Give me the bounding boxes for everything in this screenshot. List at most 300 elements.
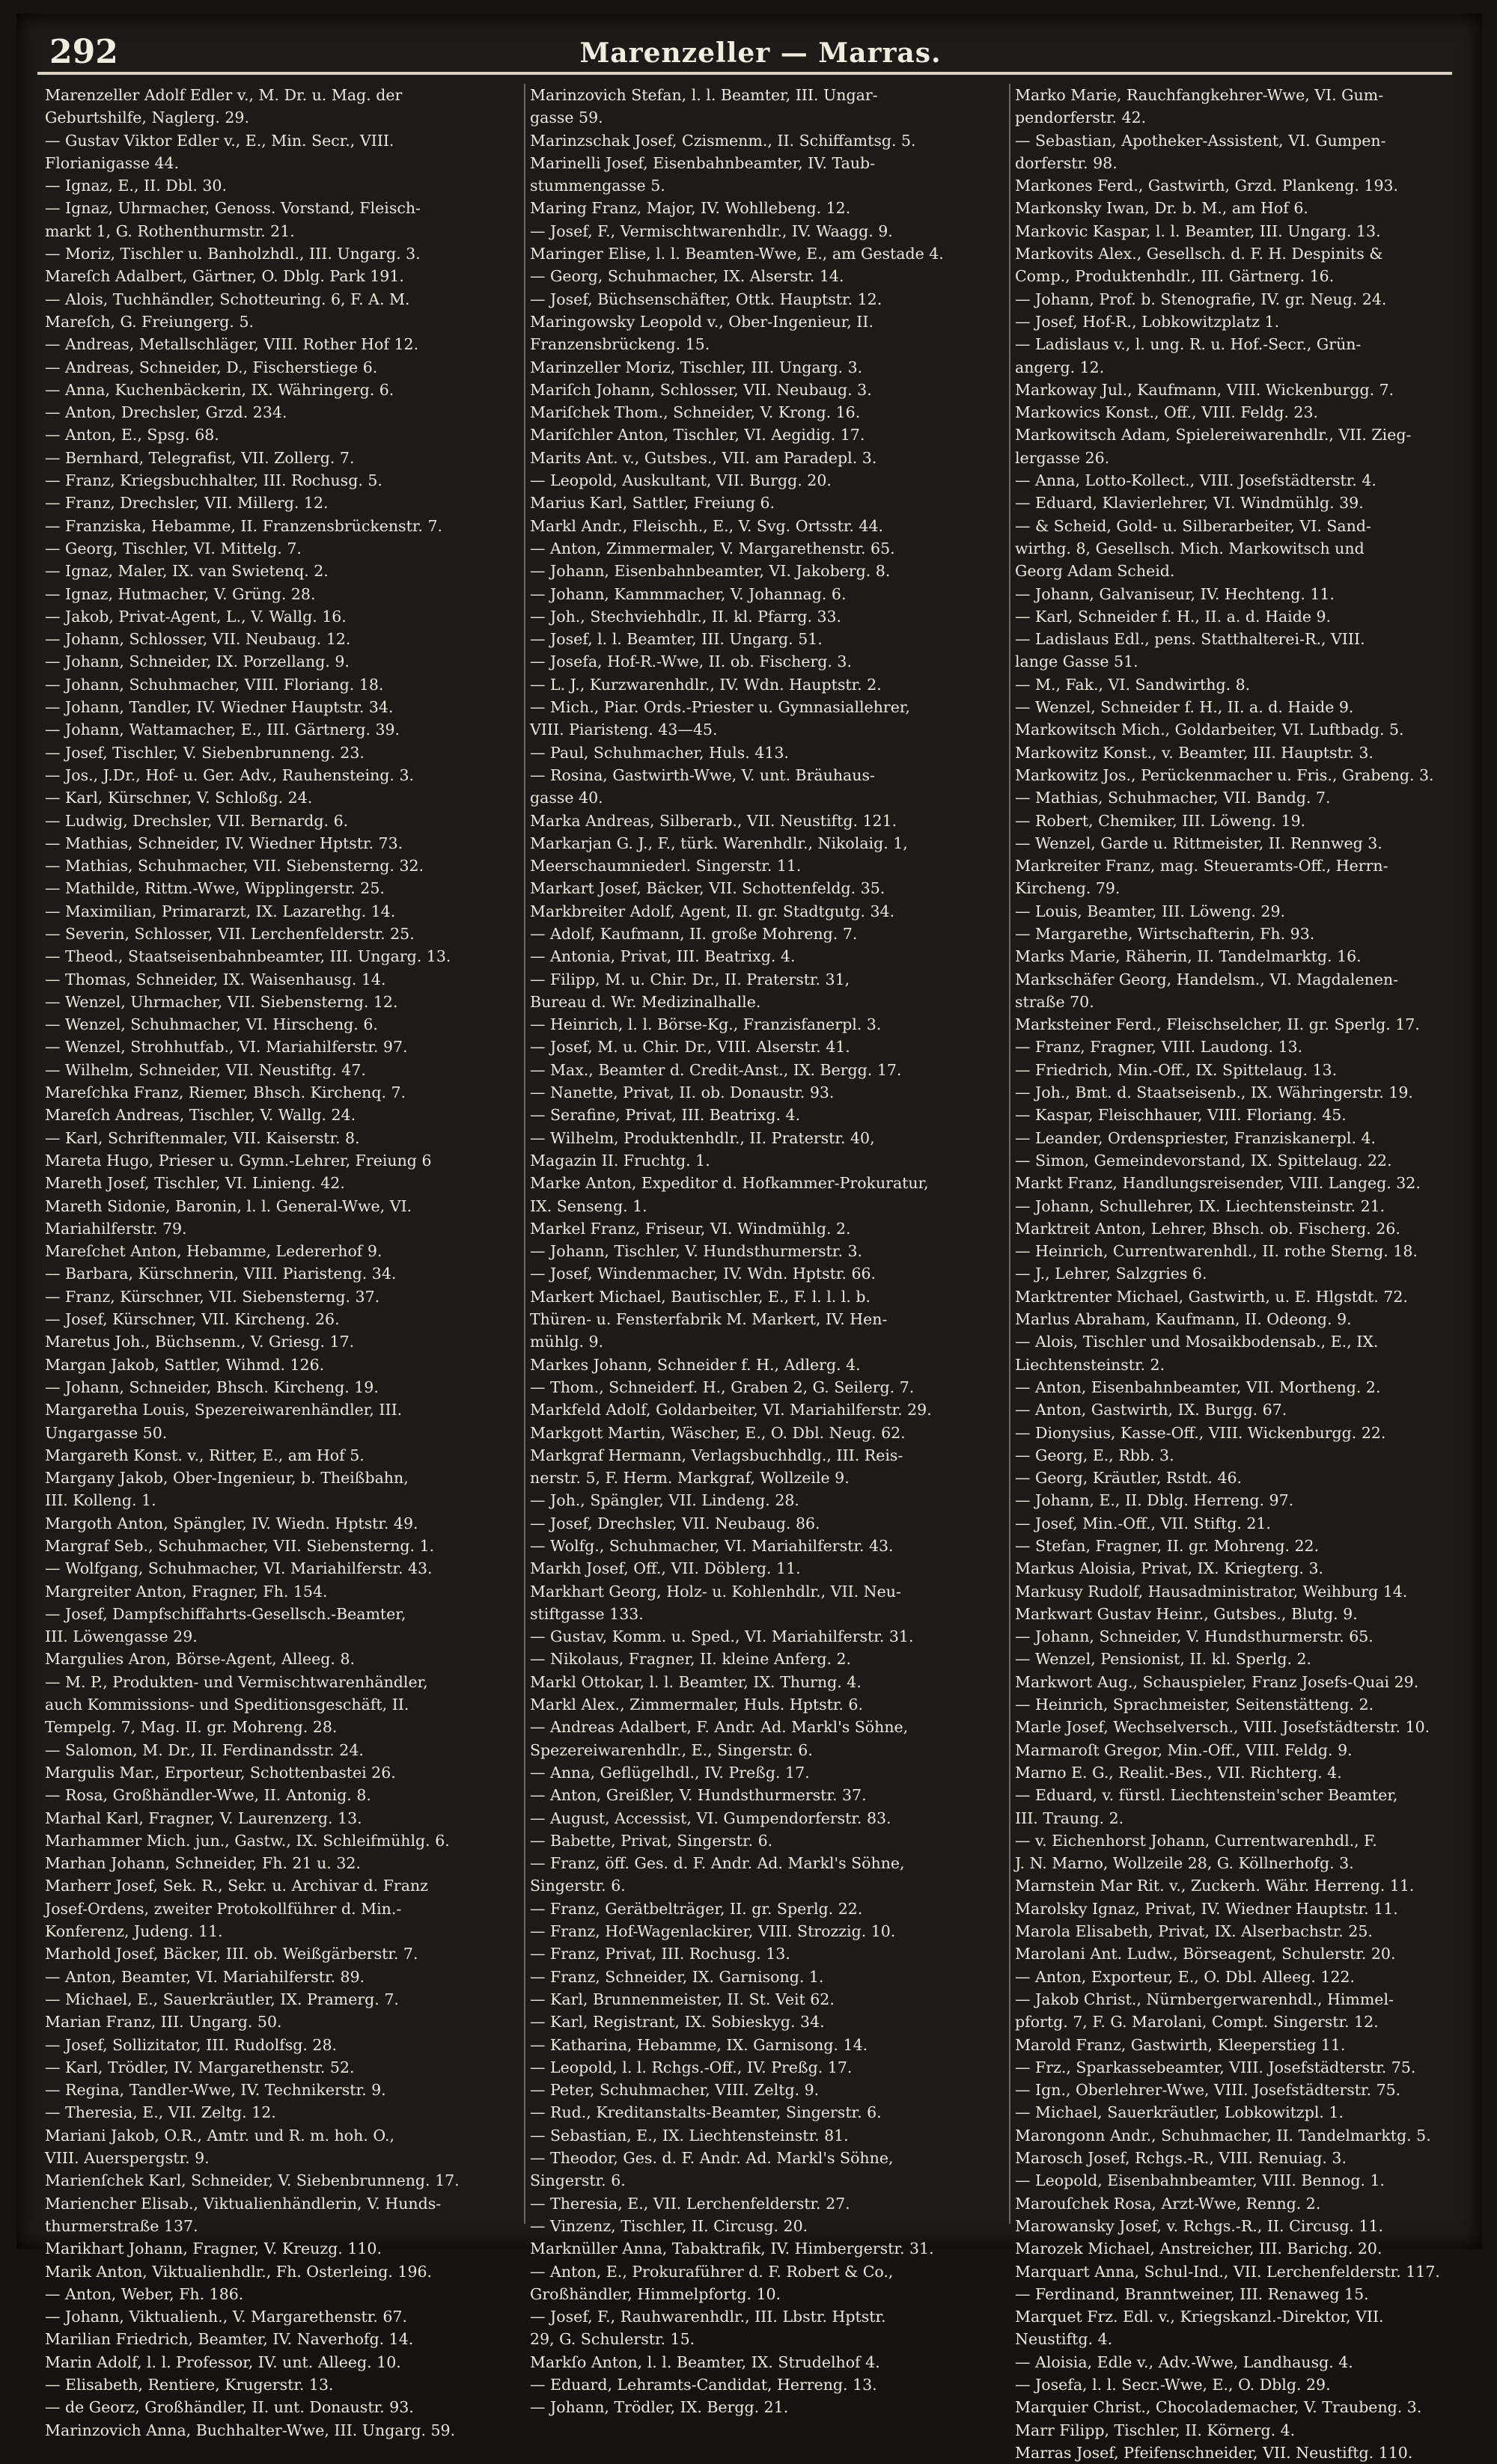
directory-entry-line: Marka Andreas, Silberarb., VII. Neustiftg. 121. <box>530 811 897 830</box>
directory-entry-line: — Andreas, Metallschläger, VIII. Rother Hof 12. <box>45 335 419 354</box>
directory-entry-line: Markl Ottokar, l. l. Beamter, IX. Thurng. 4. <box>530 1672 862 1691</box>
directory-entry-line: — Wenzel, Schneider f. H., II. a. d. Haide 9. <box>1015 698 1354 717</box>
directory-entry-line: — Alois, Tischler und Mosaikbodensab., E., IX. <box>1015 1333 1379 1351</box>
directory-entry-line: Marinelli Josef, Eisenbahnbeamter, IV. Taub- <box>530 153 876 172</box>
directory-entry-line: — Alois, Tuchhändler, Schotteuring. 6, F. A. M. <box>45 290 410 308</box>
directory-entry-line: Marhold Josef, Bäcker, III. ob. Weißgärberstr. 7. <box>45 1945 418 1963</box>
directory-entry-line: — Franz, Gerätbelträger, II. gr. Sperlg. 22. <box>530 1899 863 1918</box>
directory-entry-line: — Karl, Schneider f. H., II. a. d. Haide 9. <box>1015 607 1332 626</box>
directory-entry-line: — Rud., Kreditanstalts-Beamter, Singerstr. 6. <box>530 2103 882 2122</box>
directory-column-2 <box>530 84 1001 2417</box>
directory-entry-line: III. Traung. 2. <box>1015 1809 1124 1827</box>
directory-entry-line: — Bernhard, Telegrafist, VII. Zollerg. 7. <box>45 448 355 467</box>
directory-entry-line: — Jos., J.Dr., Hof- u. Ger. Adv., Rauhensteing. 3. <box>45 765 415 784</box>
directory-entry-line: Margulis Mar., Erporteur, Schottenbastei 26. <box>45 1763 396 1782</box>
directory-entry-line: Marquet Frz. Edl. v., Kriegskanzl.-Direktor, VII. <box>1015 2308 1384 2326</box>
directory-entry-line: Meerschaumniederl. Singerstr. 11. <box>530 857 802 875</box>
directory-entry-line: — Josef, Drechsler, VII. Neubaug. 86. <box>530 1514 820 1532</box>
directory-entry-line: — Friedrich, Min.-Off., IX. Spittelaug. 13. <box>1015 1060 1338 1079</box>
directory-entry-line: Magazin II. Fruchtg. 1. <box>530 1151 710 1170</box>
directory-entry-line: Markh Josef, Off., VII. Döblerg. 11. <box>530 1559 801 1578</box>
directory-entry-line: — Josef, F., Vermischtwarenhdlr., IV. Waagg. 9. <box>530 221 893 240</box>
directory-entry-line: — Ladislaus v., l. ung. R. u. Hof.-Secr., Grün- <box>1015 335 1362 354</box>
directory-entry-line: Liechtensteinstr. 2. <box>1015 1355 1165 1374</box>
directory-entry-line: — Josef, F., Rauhwarenhdlr., III. Lbstr. Hptstr. <box>530 2308 886 2326</box>
directory-entry-line: Marinzeller Moriz, Tischler, III. Ungarg. 3. <box>530 358 863 376</box>
directory-entry-line: Marherr Josef, Sek. R., Sekr. u. Archivar d. Franz <box>45 1877 428 1895</box>
directory-entry-line: — Max., Beamter d. Credit-Anst., IX. Bergg. 17. <box>530 1060 902 1079</box>
directory-entry-line: Marhammer Mich. jun., Gastw., IX. Schleifmühlg. 6. <box>45 1831 450 1850</box>
directory-entry-line: — Eduard, v. fürstl. Liechtenstein'scher Beamter, <box>1015 1786 1398 1805</box>
directory-entry-line: — Anton, E., Prokuraführer d. F. Robert & Co., <box>530 2262 894 2281</box>
directory-entry-line: Markovits Alex., Gesellsch. d. F. H. Despinits & <box>1015 245 1383 263</box>
directory-entry-line: — Joh., Stechviehhdlr., II. kl. Pfarrg. 33. <box>530 607 842 626</box>
directory-entry-line: Markowitsch Adam, Spielereiwarenhdlr., VII. Zieg- <box>1015 426 1412 444</box>
directory-entry-line: Markbreiter Adolf, Agent, II. gr. Stadtgutg. 34. <box>530 902 895 920</box>
directory-entry-line: — Ladislaus Edl., pens. Statthalterei-R., VIII. <box>1015 630 1365 649</box>
directory-entry-line: — Karl, Brunnenmeister, II. St. Veit 62. <box>530 1990 835 2008</box>
directory-entry-line: straße 70. <box>1015 992 1094 1011</box>
directory-entry-line: — Johann, Wattamacher, E., III. Gärtnerg. 39. <box>45 721 400 739</box>
directory-entry-line: — Johann, Galvaniseur, IV. Hechteng. 11. <box>1015 584 1335 603</box>
directory-entry-line: J. N. Marno, Wollzeile 28, G. Köllnerhofg. 3. <box>1015 1854 1354 1873</box>
directory-entry-line: Maringowsky Leopold v., Ober-Ingenieur, II. <box>530 312 873 331</box>
directory-entry-line: Marle Josef, Wechselversch., VIII. Josefstädterstr. 10. <box>1015 1718 1430 1737</box>
directory-entry-line: — Katharina, Hebamme, IX. Garnisong. 14. <box>530 2035 868 2054</box>
directory-entry-line: Konferenz, Judeng. 11. <box>45 1922 223 1941</box>
header-rule <box>37 72 1452 75</box>
directory-entry-line: Mariſchler Anton, Tischler, VI. Aegidig. 17. <box>530 426 865 444</box>
directory-entry-line: — Johann, Schullehrer, IX. Liechtensteinstr. 21. <box>1015 1196 1385 1215</box>
directory-entry-line: — Johann, Kammmacher, V. Johannag. 6. <box>530 584 847 603</box>
directory-entry-line: — Margarethe, Wirtschafterin, Fh. 93. <box>1015 924 1315 943</box>
directory-entry-line: — Eduard, Klavierlehrer, VI. Windmühlg. 39. <box>1015 494 1364 513</box>
directory-entry-line: — Johann, Schneider, IX. Porzellang. 9. <box>45 652 350 671</box>
directory-entry-line: — Josef, Sollizitator, III. Rudolfsg. 28. <box>45 2035 338 2054</box>
directory-entry-line: — Stefan, Fragner, II. gr. Mohreng. 22. <box>1015 1537 1320 1555</box>
directory-entry-line: — Kaspar, Fleischhauer, VIII. Floriang. 45. <box>1015 1106 1347 1125</box>
directory-entry-line: angerg. 12. <box>1015 358 1105 376</box>
directory-entry-line: — Andreas Adalbert, F. Andr. Ad. Markl's Söhne, <box>530 1718 909 1737</box>
directory-entry-line: Markgraf Hermann, Verlagsbuchhdlg., III. Reis- <box>530 1446 903 1464</box>
directory-entry-line: Markhart Georg, Holz- u. Kohlenhdlr., VII. Neu- <box>530 1582 901 1601</box>
directory-entry-line: Florianigasse 44. <box>45 153 180 172</box>
directory-entry-line: Marknüller Anna, Tabaktrafik, IV. Himbergerstr. 31. <box>530 2240 934 2258</box>
directory-entry-line: — Josef, Büchsenschäfter, Ottk. Hauptstr. 12. <box>530 290 882 308</box>
directory-entry-line: — Franz, öff. Ges. d. F. Andr. Ad. Markl's Söhne, <box>530 1854 905 1873</box>
directory-entry-line: — Mathias, Schuhmacher, VII. Siebensterng. 32. <box>45 857 424 875</box>
directory-entry-line: — Leopold, Auskultant, VII. Burgg. 20. <box>530 471 832 490</box>
directory-entry-line: Mareth Sidonie, Baronin, l. l. General-Wwe, VI. <box>45 1196 412 1215</box>
directory-entry-line: Marongonn Andr., Schuhmacher, II. Tandelmarktg. 5. <box>1015 2126 1431 2144</box>
directory-entry-line: Bureau d. Wr. Medizinalhalle. <box>530 992 761 1011</box>
page-number: 292 <box>49 33 118 71</box>
directory-entry-line: Markovic Kaspar, l. l. Beamter, III. Ungarg. 13. <box>1015 221 1381 240</box>
directory-entry-line: Marinzschak Josef, Czismenm., II. Schiffamtsg. 5. <box>530 131 916 150</box>
directory-entry-line: Mariani Jakob, O.R., Amtr. und R. m. hoh. O., <box>45 2126 394 2144</box>
directory-entry-line: — Josef, l. l. Beamter, III. Ungarg. 51. <box>530 630 823 649</box>
directory-entry-line: — Elisabeth, Rentiere, Krugerstr. 13. <box>45 2375 334 2394</box>
directory-entry-line: stiftgasse 133. <box>530 1604 644 1623</box>
directory-entry-line: Marius Karl, Sattler, Freiung 6. <box>530 494 775 513</box>
directory-entry-line: — Johann, Schuhmacher, VIII. Floriang. 18. <box>45 675 384 694</box>
directory-entry-line: Mareſch Adalbert, Gärtner, O. Dblg. Park 191. <box>45 267 404 286</box>
directory-entry-line: — Thom., Schneiderf. H., Graben 2, G. Seilerg. 7. <box>530 1378 915 1396</box>
directory-entry-line: — Anton, Eisenbahnbeamter, VII. Mortheng. 2. <box>1015 1378 1381 1396</box>
directory-entry-line: — Leopold, Eisenbahnbeamter, VIII. Bennog. 1. <box>1015 2171 1385 2190</box>
directory-entry-line: — Josef, Dampfschiffahrts-Gesellsch.-Beamter, <box>45 1604 406 1623</box>
directory-entry-line: Marmaroſt Gregor, Min.-Off., VIII. Feldg. 9. <box>1015 1740 1353 1759</box>
directory-entry-line: — Joh., Spängler, VII. Lindeng. 28. <box>530 1491 799 1510</box>
directory-entry-line: — Jakob Christ., Nürnbergerwarenhdl., Himmel- <box>1015 1990 1394 2008</box>
directory-entry-line: Marilian Friedrich, Beamter, IV. Naverhofg. 14. <box>45 2330 414 2349</box>
directory-entry-line: — Babette, Privat, Singerstr. 6. <box>530 1831 773 1850</box>
directory-entry-line: — Josef, M. u. Chir. Dr., VIII. Alserstr. 41. <box>530 1038 850 1057</box>
directory-entry-line: Markowitsch Mich., Goldarbeiter, VI. Luftbadg. 5. <box>1015 721 1404 739</box>
directory-entry-line: Singerstr. 6. <box>530 2171 626 2190</box>
directory-entry-line: — Wenzel, Schuhmacher, VI. Hirscheng. 6. <box>45 1015 378 1034</box>
directory-entry-line: — Michael, Sauerkräutler, Lobkowitzpl. 1. <box>1015 2103 1344 2122</box>
directory-entry-line: — Karl, Registrant, IX. Sobieskyg. 34. <box>530 2013 825 2032</box>
directory-entry-line: — Johann, Viktualienh., V. Margarethenstr. 67. <box>45 2308 407 2326</box>
directory-entry-line: — Karl, Kürschner, V. Schloßg. 24. <box>45 789 313 807</box>
directory-entry-line: — Karl, Schriftenmaler, VII. Kaiserstr. 8. <box>45 1128 360 1147</box>
directory-entry-line: — Theodor, Ges. d. F. Andr. Ad. Markl's Söhne, <box>530 2149 894 2168</box>
directory-entry-line: — Franz, Drechsler, VII. Millerg. 12. <box>45 494 329 513</box>
directory-entry-line: — Mathias, Schneider, IV. Wiedner Hptstr. 73. <box>45 834 403 852</box>
directory-entry-line: Marikhart Johann, Fragner, V. Kreuzg. 110. <box>45 2240 382 2258</box>
directory-entry-line: — Vinzenz, Tischler, II. Circusg. 20. <box>530 2216 808 2235</box>
directory-entry-line: — Johann, Eisenbahnbeamter, VI. Jakoberg. 8. <box>530 562 891 581</box>
directory-entry-line: Markowitz Konst., v. Beamter, III. Hauptstr. 3. <box>1015 743 1373 762</box>
directory-entry-line: IX. Senseng. 1. <box>530 1196 647 1215</box>
directory-entry-line: — Sebastian, Apotheker-Assistent, VI. Gumpen- <box>1015 131 1386 150</box>
directory-entry-line: Tempelg. 7, Mag. II. gr. Mohreng. 28. <box>45 1718 338 1737</box>
directory-entry-line: Mareta Hugo, Prieser u. Gymn.-Lehrer, Freiung 6 <box>45 1151 432 1170</box>
directory-entry-line: — Wolfg., Schuhmacher, VI. Mariahilferstr. 43. <box>530 1537 894 1555</box>
column-divider <box>524 84 525 2224</box>
directory-entry-line: nerstr. 5, F. Herm. Markgraf, Wollzeile 9. <box>530 1469 850 1488</box>
directory-entry-line: Mareth Josef, Tischler, VI. Linieng. 42. <box>45 1174 345 1193</box>
directory-entry-line: — Anton, Gastwirth, IX. Burgg. 67. <box>1015 1401 1287 1419</box>
directory-entry-line: — Anton, E., Spsg. 68. <box>45 426 219 444</box>
directory-entry-line: Mareſchka Franz, Riemer, Bhsch. Kirchenq. 7. <box>45 1083 406 1102</box>
directory-entry-line: — Eduard, Lehramts-Candidat, Herreng. 13. <box>530 2375 877 2394</box>
directory-column-3 <box>1015 84 1487 2462</box>
directory-entry-line: — Paul, Schuhmacher, Huls. 413. <box>530 743 789 762</box>
directory-entry-line: Marold Franz, Gastwirth, Kleeperstieg 11. <box>1015 2035 1346 2054</box>
directory-entry-line: Spezereiwarenhdlr., E., Singerstr. 6. <box>530 1740 813 1759</box>
directory-entry-line: Markoway Jul., Kaufmann, VIII. Wickenburgg. 7. <box>1015 380 1394 399</box>
directory-entry-line: — Mathias, Schuhmacher, VII. Bandg. 7. <box>1015 789 1331 807</box>
directory-entry-line: Kircheng. 79. <box>1015 879 1121 898</box>
directory-entry-line: — Frz., Sparkassebeamter, VIII. Josefstädterstr. 75. <box>1015 2058 1416 2076</box>
directory-entry-line: — Thomas, Schneider, IX. Waisenhausg. 14. <box>45 970 386 988</box>
directory-entry-line: lergasse 26. <box>1015 448 1110 467</box>
directory-entry-line: Markonsky Iwan, Dr. b. M., am Hof 6. <box>1015 199 1308 218</box>
directory-entry-line: Markes Johann, Schneider f. H., Adlerg. 4. <box>530 1355 861 1374</box>
directory-entry-line: — Georg, E., Rbb. 3. <box>1015 1446 1174 1464</box>
directory-entry-line: — Robert, Chemiker, III. Löweng. 19. <box>1015 811 1306 830</box>
directory-entry-line: — M. P., Produkten- und Vermischtwarenhändler, <box>45 1672 428 1691</box>
directory-entry-line: — Mich., Piar. Ords.-Priester u. Gymnasiallehrer, <box>530 698 910 717</box>
directory-entry-line: — Anna, Geflügelhdl., IV. Preßg. 17. <box>530 1763 810 1782</box>
directory-entry-line: markt 1, G. Rothenthurmstr. 21. <box>45 221 295 240</box>
directory-entry-line: Markowitz Jos., Perückenmacher u. Fris., Grabeng. 3. <box>1015 765 1434 784</box>
directory-entry-line: Marosch Josef, Rchgs.-R., VIII. Renuiag. 3. <box>1015 2149 1347 2168</box>
directory-entry-line: — L. J., Kurzwarenhdlr., IV. Wdn. Hauptstr. 2. <box>530 675 882 694</box>
directory-entry-line: — Wenzel, Uhrmacher, VII. Siebensterng. 12. <box>45 992 398 1011</box>
directory-entry-line: — Jakob, Privat-Agent, L., V. Wallg. 16. <box>45 607 347 626</box>
directory-entry-line: Marouſchek Rosa, Arzt-Wwe, Renng. 2. <box>1015 2194 1321 2213</box>
directory-entry-line: Mareſch, G. Freiungerg. 5. <box>45 312 254 331</box>
directory-entry-line: Markreiter Franz, mag. Steueramts-Off., Herrn- <box>1015 857 1388 875</box>
directory-entry-line: — Mathilde, Rittm.-Wwe, Wipplingerstr. 25. <box>45 879 385 898</box>
directory-entry-line: Marquier Christ., Chocolademacher, V. Traubeng. 3. <box>1015 2398 1422 2417</box>
directory-entry-line: Marko Marie, Rauchfangkehrer-Wwe, VI. Gum- <box>1015 86 1384 104</box>
directory-entry-line: — Franz, Privat, III. Rochusg. 13. <box>530 1945 790 1963</box>
page-header <box>49 33 1472 78</box>
directory-entry-line: — Anton, Exporteur, E., O. Dbl. Alleeg. 122. <box>1015 1967 1356 1986</box>
directory-entry-line: Marian Franz, III. Ungarg. 50. <box>45 2013 282 2032</box>
directory-entry-line: stummengasse 5. <box>530 177 665 195</box>
directory-entry-line: — Johann, Prof. b. Stenografie, IV. gr. Neug. 24. <box>1015 290 1387 308</box>
directory-entry-line: Markl Alex., Zimmermaler, Huls. Hptstr. 6. <box>530 1696 863 1714</box>
directory-entry-line: — J., Lehrer, Salzgries 6. <box>1015 1265 1207 1283</box>
directory-entry-line: — M., Fak., VI. Sandwirthg. 8. <box>1015 675 1251 694</box>
directory-entry-line: — Simon, Gemeindevorstand, IX. Spittelaug. 22. <box>1015 1151 1392 1170</box>
directory-entry-line: — Sebastian, E., IX. Liechtensteinstr. 81. <box>530 2126 849 2144</box>
directory-entry-line: Markwart Gustav Heinr., Gutsbes., Blutg. 9. <box>1015 1604 1358 1623</box>
directory-entry-line: mühlg. 9. <box>530 1333 604 1351</box>
directory-entry-line: — Josef, Kürschner, VII. Kircheng. 26. <box>45 1310 340 1329</box>
directory-entry-line: Georg Adam Scheid. <box>1015 562 1175 581</box>
directory-entry-line: Markgott Martin, Wäscher, E., O. Dbl. Neug. 62. <box>530 1423 906 1442</box>
directory-entry-line: — Heinrich, Sprachmeister, Seitenstätteng. 2. <box>1015 1696 1374 1714</box>
directory-entry-line: gasse 59. <box>530 108 603 127</box>
directory-entry-line: — Georg, Kräutler, Rstdt. 46. <box>1015 1469 1243 1488</box>
directory-entry-line: — Leander, Ordenspriester, Franziskanerpl. 4. <box>1015 1128 1376 1147</box>
directory-entry-line: Marktrenter Michael, Gastwirth, u. E. Hlgstdt. 72. <box>1015 1287 1408 1306</box>
directory-entry-line: Marquart Anna, Schul-Ind., VII. Lerchenfelderstr. 117. <box>1015 2262 1440 2281</box>
directory-entry-line: Margraf Seb., Schuhmacher, VII. Siebensterng. 1. <box>45 1537 435 1555</box>
directory-entry-line: VIII. Piaristeng. 43—45. <box>530 721 718 739</box>
directory-entry-line: — Franz, Kriegsbuchhalter, III. Rochusg. 5. <box>45 471 382 490</box>
directory-entry-line: — Salomon, M. Dr., II. Ferdinandsstr. 24. <box>45 1740 364 1759</box>
directory-entry-line: Maring Franz, Major, IV. Wohllebeng. 12. <box>530 199 851 218</box>
directory-entry-line: — Ferdinand, Branntweiner, III. Renaweg 15. <box>1015 2284 1369 2303</box>
directory-entry-line: Marolsky Ignaz, Privat, IV. Wiedner Hauptstr. 11. <box>1015 1899 1398 1918</box>
directory-entry-line: Großhändler, Himmelpfortg. 10. <box>530 2284 781 2303</box>
directory-entry-line: Mariſch Johann, Schlosser, VII. Neubaug. 3. <box>530 380 872 399</box>
directory-entry-line: — Ludwig, Drechsler, VII. Bernardg. 6. <box>45 811 349 830</box>
directory-entry-line: Marolani Ant. Ludw., Börseagent, Schulerstr. 20. <box>1015 1945 1396 1963</box>
directory-entry-line: — Maximilian, Primararzt, IX. Lazarethg. 14. <box>45 902 396 920</box>
directory-entry-line: Singerstr. 6. <box>530 1877 626 1895</box>
directory-entry-line: — Ignaz, Uhrmacher, Genoss. Vorstand, Fleisch- <box>45 199 421 218</box>
directory-entry-line: Markus Aloisia, Privat, IX. Kriegterg. 3. <box>1015 1559 1324 1578</box>
directory-entry-line: Markarjan G. J., F., türk. Warenhdlr., Nikolaig. 1, <box>530 834 908 852</box>
directory-entry-line: — Johann, Schlosser, VII. Neubaug. 12. <box>45 630 351 649</box>
directory-entry-line: Markert Michael, Bautischler, E., F. l. l. l. b. <box>530 1287 871 1306</box>
directory-entry-line: Josef-Ordens, zweiter Protokollführer d. Min.- <box>45 1899 402 1918</box>
directory-entry-line: — Franz, Schneider, IX. Garnisong. 1. <box>530 1967 824 1986</box>
directory-entry-line: Mariahilferstr. 79. <box>45 1219 187 1238</box>
directory-entry-line: — Anton, Beamter, VI. Mariahilferstr. 89. <box>45 1967 365 1986</box>
directory-entry-line: Maringer Elise, l. l. Beamten-Wwe, E., am Gestade 4. <box>530 245 944 263</box>
directory-entry-line: — Filipp, M. u. Chir. Dr., II. Praterstr. 31, <box>530 970 850 988</box>
directory-entry-line: Margany Jakob, Ober-Ingenieur, b. Theißbahn, <box>45 1469 409 1488</box>
directory-entry-line: Margan Jakob, Sattler, Wihmd. 126. <box>45 1355 325 1374</box>
directory-entry-line: Margreiter Anton, Fragner, Fh. 154. <box>45 1582 328 1601</box>
directory-entry-line: Mareſchet Anton, Hebamme, Ledererhof 9. <box>45 1242 382 1261</box>
directory-entry-line: — Moriz, Tischler u. Banholzhdl., III. Ungarg. 3. <box>45 245 421 263</box>
directory-entry-line: Margaretha Louis, Spezereiwarenhändler, III. <box>45 1401 403 1419</box>
directory-entry-line: — Louis, Beamter, III. Löweng. 29. <box>1015 902 1286 920</box>
directory-entry-line: — Rosa, Großhändler-Wwe, II. Antonig. 8. <box>45 1786 371 1805</box>
directory-entry-line: — Ignaz, E., II. Dbl. 30. <box>45 177 227 195</box>
directory-entry-line: auch Kommissions- und Speditionsgeschäft, II. <box>45 1696 409 1714</box>
directory-entry-line: — Theod., Staatseisenbahnbeamter, III. Ungarg. 13. <box>45 947 451 966</box>
directory-entry-line: — Gustav Viktor Edler v., E., Min. Secr., VIII. <box>45 131 394 150</box>
directory-column-1 <box>45 84 516 2439</box>
directory-entry-line: Markart Josef, Bäcker, VII. Schottenfeldg. 35. <box>530 879 885 898</box>
directory-entry-line: — Anton, Greißler, V. Hundsthurmerstr. 37. <box>530 1786 867 1805</box>
directory-entry-line: Markſo Anton, l. l. Beamter, IX. Strudelhof 4. <box>530 2353 880 2371</box>
directory-entry-line: — Johann, Schneider, V. Hundsthurmerstr. 65. <box>1015 1627 1373 1646</box>
directory-entry-line: — Andreas, Schneider, D., Fischerstiege 6. <box>45 358 378 376</box>
directory-entry-line: — Josef, Min.-Off., VII. Stiftg. 21. <box>1015 1514 1271 1532</box>
directory-entry-line: — Ignaz, Maler, IX. van Swietenq. 2. <box>45 562 329 581</box>
directory-entry-line: — Regina, Tandler-Wwe, IV. Technikerstr. 9. <box>45 2081 386 2100</box>
directory-entry-line: Mareſch Andreas, Tischler, V. Wallg. 24. <box>45 1106 356 1125</box>
directory-entry-line: III. Löwengasse 29. <box>45 1627 198 1646</box>
directory-entry-line: Marktreit Anton, Lehrer, Bhsch. ob. Fischerg. 26. <box>1015 1219 1400 1238</box>
directory-entry-line: — Gustav, Komm. u. Sped., VI. Mariahilferstr. 31. <box>530 1627 914 1646</box>
directory-entry-line: Markel Franz, Friseur, VI. Windmühlg. 2. <box>530 1219 851 1238</box>
directory-entry-line: III. Kolleng. 1. <box>45 1491 156 1510</box>
directory-entry-line: — Wenzel, Pensionist, II. kl. Sperlg. 2. <box>1015 1650 1312 1669</box>
directory-entry-line: Markones Ferd., Gastwirth, Grzd. Plankeng. 193. <box>1015 177 1399 195</box>
directory-entry-line: Marowansky Josef, v. Rchgs.-R., II. Circusg. 11. <box>1015 2216 1384 2235</box>
directory-entry-line: — Johann, E., II. Dblg. Herreng. 97. <box>1015 1491 1294 1510</box>
directory-entry-line: — Barbara, Kürschnerin, VIII. Piaristeng. 34. <box>45 1265 397 1283</box>
directory-entry-line: — Georg, Tischler, VI. Mittelg. 7. <box>45 539 302 557</box>
directory-entry-line: Marras Josef, Pfeifenschneider, VII. Neustiftg. 110. <box>1015 2443 1413 2462</box>
directory-entry-line: — Dionysius, Kasse-Off., VIII. Wickenburgg. 22. <box>1015 1423 1386 1442</box>
directory-entry-line: — Wolfgang, Schuhmacher, VI. Mariahilferstr. 43. <box>45 1559 433 1578</box>
directory-entry-line: — August, Accessist, VI. Gumpendorferstr. 83. <box>530 1809 891 1827</box>
directory-entry-line: 29, G. Schulerstr. 15. <box>530 2330 695 2349</box>
directory-entry-line: — Johann, Tandler, IV. Wiedner Hauptstr. 34. <box>45 698 394 717</box>
directory-entry-line: — Rosina, Gastwirth-Wwe, V. unt. Bräuhaus- <box>530 765 875 784</box>
directory-entry-line: — Josefa, Hof-R.-Wwe, II. ob. Fischerg. 3. <box>530 652 852 671</box>
directory-entry-line: — Theresia, E., VII. Zeltg. 12. <box>45 2103 276 2122</box>
directory-entry-line: Marinzovich Anna, Buchhalter-Wwe, III. Ungarg. 59. <box>45 2421 456 2439</box>
directory-entry-line: Franzensbrückeng. 15. <box>530 335 710 354</box>
directory-entry-line: — Josef, Windenmacher, IV. Wdn. Hptstr. 66. <box>530 1265 876 1283</box>
directory-entry-line: — Heinrich, Currentwarenhdl., II. rothe Sterng. 18. <box>1015 1242 1418 1261</box>
directory-entry-line: Thüren- u. Fensterfabrik M. Markert, IV. Hen- <box>530 1310 888 1329</box>
directory-entry-line: Markt Franz, Handlungsreisender, VIII. Langeg. 32. <box>1015 1174 1421 1193</box>
directory-entry-line: Marinzovich Stefan, l. l. Beamter, III. Ungar- <box>530 86 878 104</box>
directory-entry-line: lange Gasse 51. <box>1015 652 1138 671</box>
directory-entry-line: Marno E. G., Realit.-Bes., VII. Richterg. 4. <box>1015 1763 1342 1782</box>
directory-entry-line: Marhan Johann, Schneider, Fh. 21 u. 32. <box>45 1854 361 1873</box>
directory-entry-line: — Ignaz, Hutmacher, V. Grüng. 28. <box>45 584 316 603</box>
directory-entry-line: Markschäfer Georg, Handelsm., VI. Magdalenen- <box>1015 970 1399 988</box>
directory-entry-line: Mariencher Elisab., Viktualienhändlerin, V. Hunds- <box>45 2194 442 2213</box>
directory-entry-line: — v. Eichenhorst Johann, Currentwarenhdl., F. <box>1015 1831 1377 1850</box>
column-divider <box>1009 84 1010 2224</box>
directory-entry-line: pfortg. 7, F. G. Marolani, Compt. Singerstr. 12. <box>1015 2013 1379 2032</box>
directory-entry-line: Ungargasse 50. <box>45 1423 168 1442</box>
directory-entry-line: — Joh., Bmt. d. Staatseisenb., IX. Währingerstr. 19. <box>1015 1083 1413 1102</box>
directory-entry-line: Maretus Joh., Büchsenm., V. Griesg. 17. <box>45 1333 355 1351</box>
directory-entry-line: Margareth Konst. v., Ritter, E., am Hof 5. <box>45 1446 365 1464</box>
directory-entry-line: — Antonia, Privat, III. Beatrixg. 4. <box>530 947 796 966</box>
directory-entry-line: Marola Elisabeth, Privat, IX. Alserbachstr. 25. <box>1015 1922 1373 1941</box>
directory-entry-line: — Anton, Weber, Fh. 186. <box>45 2284 244 2303</box>
directory-entry-line: — Wenzel, Garde u. Rittmeister, II. Rennweg 3. <box>1015 834 1382 852</box>
directory-entry-line: — Anton, Zimmermaler, V. Margarethenstr. 65. <box>530 539 895 557</box>
directory-entry-line: — Wilhelm, Produktenhdlr., II. Praterstr. 40, <box>530 1128 875 1147</box>
directory-entry-line: Neustiftg. 4. <box>1015 2330 1113 2349</box>
directory-entry-line: — Michael, E., Sauerkräutler, IX. Pramerg. 7. <box>45 1990 399 2008</box>
directory-entry-line: — Franz, Hof-Wagenlackirer, VIII. Strozzig. 10. <box>530 1922 896 1941</box>
directory-entry-line: — Adolf, Kaufmann, II. große Mohreng. 7. <box>530 924 858 943</box>
directory-entry-line: Marienſchek Karl, Schneider, V. Siebenbrunneng. 17. <box>45 2171 460 2190</box>
directory-entry-line: Marks Marie, Räherin, II. Tandelmarktg. 16. <box>1015 947 1362 966</box>
directory-entry-line: — Josef, Tischler, V. Siebenbrunneng. 23. <box>45 743 365 762</box>
directory-entry-line: Markowics Konst., Off., VIII. Feldg. 23. <box>1015 403 1319 422</box>
directory-entry-line: — Anton, Drechsler, Grzd. 234. <box>45 403 287 422</box>
directory-entry-line: Margoth Anton, Spängler, IV. Wiedn. Hptstr. 49. <box>45 1514 418 1532</box>
directory-entry-line: Marksteiner Ferd., Fleischselcher, II. gr. Sperlg. 17. <box>1015 1015 1420 1034</box>
directory-entry-line: Marik Anton, Viktualienhdlr., Fh. Osterleing. 196. <box>45 2262 433 2281</box>
directory-entry-line: — Wenzel, Strohhutfab., VI. Mariahilferstr. 97. <box>45 1038 408 1057</box>
directory-entry-line: Marhal Karl, Fragner, V. Laurenzerg. 13. <box>45 1809 362 1827</box>
directory-entry-line: — Ign., Oberlehrer-Wwe, VIII. Josefstädterstr. 75. <box>1015 2081 1401 2100</box>
directory-entry-line: — Josef, Hof-R., Lobkowitzplatz 1. <box>1015 312 1280 331</box>
directory-entry-line: — de Georz, Großhändler, II. unt. Donaustr. 93. <box>45 2398 414 2417</box>
directory-entry-line: pendorferstr. 42. <box>1015 108 1147 127</box>
directory-entry-line: — & Scheid, Gold- u. Silberarbeiter, VI. Sand- <box>1015 516 1371 535</box>
directory-entry-line: — Peter, Schuhmacher, VIII. Zeltg. 9. <box>530 2081 820 2100</box>
directory-entry-line: VIII. Auerspergstr. 9. <box>45 2149 210 2168</box>
directory-entry-line: — Nanette, Privat, II. ob. Donaustr. 93. <box>530 1083 835 1102</box>
directory-entry-line: wirthg. 8, Gesellsch. Mich. Markowitsch und <box>1015 539 1365 557</box>
directory-entry-line: — Johann, Schneider, Bhsch. Kircheng. 19. <box>45 1378 379 1396</box>
directory-entry-line: — Franz, Kürschner, VII. Siebensterng. 37. <box>45 1287 380 1306</box>
directory-entry-line: — Johann, Tischler, V. Hundsthurmerstr. 3. <box>530 1242 863 1261</box>
directory-entry-line: Geburtshilfe, Naglerg. 29. <box>45 108 249 127</box>
directory-entry-line: Markusy Rudolf, Hausadministrator, Weihburg 14. <box>1015 1582 1408 1601</box>
directory-entry-line: — Johann, Trödler, IX. Bergg. 21. <box>530 2398 789 2417</box>
directory-entry-line: — Severin, Schlosser, VII. Lerchenfelderstr. 25. <box>45 924 415 943</box>
directory-entry-line: — Leopold, l. l. Rchgs.-Off., IV. Preßg. 17. <box>530 2058 853 2076</box>
directory-entry-line: — Josefa, l. l. Secr.-Wwe, E., O. Dblg. 29. <box>1015 2375 1331 2394</box>
directory-entry-line: Marozek Michael, Anstreicher, III. Barichg. 20. <box>1015 2240 1382 2258</box>
directory-entry-line: Marnstein Mar Rit. v., Zuckerh. Währ. Herreng. 11. <box>1015 1877 1415 1895</box>
directory-entry-line: Margulies Aron, Börse-Agent, Alleeg. 8. <box>45 1650 356 1669</box>
directory-entry-line: dorferstr. 98. <box>1015 153 1118 172</box>
directory-entry-line: — Theresia, E., VII. Lerchenfelderstr. 27. <box>530 2194 850 2213</box>
directory-entry-line: — Wilhelm, Schneider, VII. Neustiftg. 47. <box>45 1060 366 1079</box>
directory-entry-line: Markfeld Adolf, Goldarbeiter, VI. Mariahilferstr. 29. <box>530 1401 932 1419</box>
directory-entry-line: Comp., Produktenhdlr., III. Gärtnerg. 16. <box>1015 267 1335 286</box>
directory-entry-line: — Serafine, Privat, III. Beatrixg. 4. <box>530 1106 801 1125</box>
